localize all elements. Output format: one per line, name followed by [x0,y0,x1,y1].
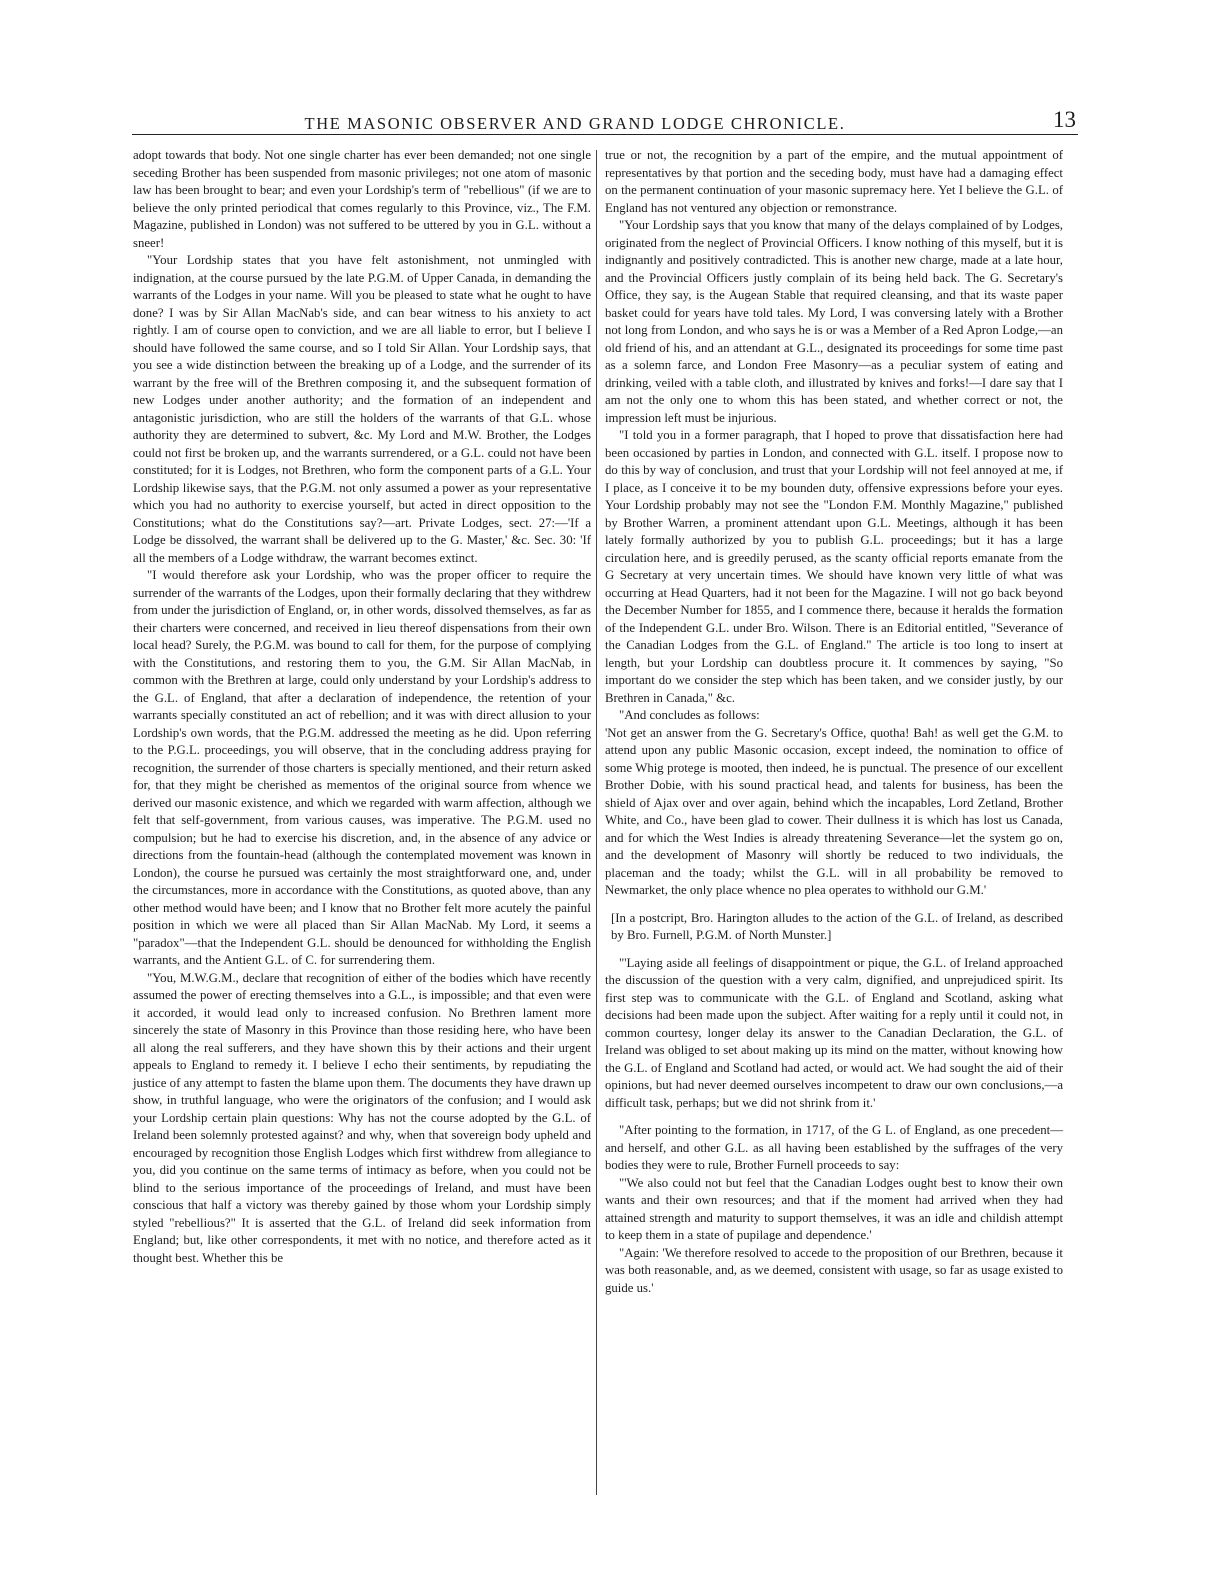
page-number: 13 [1053,107,1076,132]
quoted-passage: 'Not get an answer from the G. Secretary's Office, quotha! Bah! as well get the G.M. to attend upon any public Masonic occasion, except indeed, the nomination to office of some Whig protege is mooted, then indeed, he is punctual. The presence of our excellent Brother Dobie, with his sound practical head, and talents for business, has been the shield of Ajax over and over again, behind which the incapables, Lord Zetland, Brother White, and Co., have been glad to cower. Their dullness it is which has lost us Canada, and for which the West Indies is already threatening Severance—let the system go on, and the development of Masonry will shortly be reduced to two individuals, the placeman and the toady; whilst the G.L. will in all probability be removed to Newmarket, the only place whence no plea operates to withhold our G.M.' [605,725,1063,897]
paragraph: adopt towards that body. Not one single charter has ever been demanded; not one single seceding Brother has been suspended from masonic privileges; not one atom of masonic law has been brought to bear; and even your Lordship's term of "rebellious" (if we are to believe the only printed periodical that comes regularly to this Province, viz., The F.M. Magazine, published in London) was not suffered to be uttered by you in G.L. without a sneer! [133,148,591,250]
paragraph: "'Laying aside all feelings of disappointment or pique, the G.L. of Ireland approached the discussion of the question with a very calm, dignified, and unprejudiced spirit. Its first step was to communicate with the G.L. of England and Scotland, asking what decisions had been made upon the subject. After waiting for a reply until it could not, in common courtesy, longer delay its answer to the Canadian Declaration, the G.L. of Ireland was obliged to set about making up its mind on the matter, without knowing how the G.L. of England and Scotland had acted, or would act. We had sought the aid of their opinions, but had never deemed ourselves incompetent to draw our own conclusions,—a difficult task, perhaps; but we did not shrink from it.' [605,955,1063,1110]
page-header [132,100,1078,135]
paragraph: true or not, the recognition by a part of the empire, and the mutual appointment of representatives by that portion and the seceding body, must have had a damaging effect on the permanent continuation of your masonic supremacy here. Yet I believe the G.L. of England has not ventured any objection or remonstrance. [605,148,1063,215]
paragraph: "'We also could not but feel that the Canadian Lodges ought best to know their own wants and their own resources; and that if the moment had arrived when they had attained strength and maturity to support themselves, it was an idle and childish attempt to keep them in a state of pupilage and dependence.' [605,1175,1063,1242]
column-divider [596,150,597,1495]
paragraph: "You, M.W.G.M., declare that recognition of either of the bodies which have recently assumed the power of erecting themselves into a G.L., is impossible; and that even were it accorded, it would lead only to increased confusion. No Brethren lament more sincerely the state of Masonry in this Province than those residing here, who have been all along the real sufferers, and they have shown this by their actions and their urgent appeals to England to remedy it. I believe I echo their sentiments, by repudiating the justice of any attempt to fasten the blame upon them. The documents they have drawn up show, in truthful language, who were the originators of the confusion; and I would ask your Lordship certain plain questions: Why has not the course adopted by the G.L. of Ireland been solemnly protested against? and why, when that sovereign body upheld and encouraged by recognition those English Lodges which first withdrew from allegiance to you, did you continue on the same terms of intimacy as before, when you could not be blind to the serious importance of the proceedings of Ireland, and must have been conscious that half a victory was thereby gained by those whom your Lordship simply styled "rebellious?" It is asserted that the G.L. of Ireland did seek information from England; but, like other correspondents, it met with no notice, and therefore acted as it thought best. Whether this be [133,970,591,1265]
paragraph: "Again: 'We therefore resolved to accede to the proposition of our Brethren, because it was both reasonable, and, as we deemed, consistent with usage, so far as usage existed to guide us.' [605,1245,1063,1295]
paragraph: "Your Lordship states that you have felt astonishment, not unmingled with indignation, at the course pursued by the late P.G.M. of Upper Canada, in demanding the warrants of the Lodges in your name. Will you be pleased to state what he ought to have done? I was by Sir Allan MacNab's side, and can bear witness to his anxiety to act rightly. I am of course open to conviction, and we are all liable to error, but I believe I should have followed the same course, and so I told Sir Allan. Your Lordship says, that you see a wide distinction between the breaking up of a Lodge, and the surrender of its warrant by the free will of the Brethren composing it, and the subsequent formation of new Lodges under another authority; and the formation of an independent and antagonistic jurisdiction, who are still the holders of the warrants of that G.L. whose authority they are determined to subvert, &c. My Lord and M.W. Brother, the Lodges could not first be broken up, and the warrants surrendered, or a G.L. could not have been constituted; for it is Lodges, not Brethren, who form the component parts of a G.L. Your Lordship likewise says, that the P.G.M. not only assumed a power as your representative which you had no authority to exercise yourself, but acted in direct opposition to the Constitutions; what do the Constitutions say?—art. Private Lodges, sect. 27:—'If a Lodge be dissolved, the warrant shall be delivered up to the G. Master,' &c. Sec. 30: 'If all the members of a Lodge withdraw, the warrant becomes extinct. [133,253,591,565]
paragraph: "I told you in a former paragraph, that I hoped to prove that dissatisfaction here had been occasioned by parties in London, and connected with G.L. itself. I propose now to do this by way of conclusion, and trust that your Lordship will not feel annoyed at me, if I place, as I conceive it to be my bounden duty, offensive expressions before your eyes. Your Lordship probably may not see the "London F.M. Monthly Magazine," published by Brother Warren, a prominent attendant upon G.L. Meetings, although it has been lately formally authorized by you to publish G.L. proceedings; but it has a large circulation here, and is greedily perused, as the scanty official reports emanate from the G Secretary at very uncertain times. We should have known very little of what was occurring at Head Quarters, had it not been for the Magazine. I will not go back beyond the December Number for 1855, and I commence there, because it heralds the formation of the Independent G.L. under Bro. Wilson. There is an Editorial entitled, "Severance of the Canadian Lodges from the G.L. of England." The article is too long to insert at length, but your Lordship can doubtless procure it. It commences by saying, "So important do we consider the step which has been taken, and we consider justly, by our Brethren in Canada," &c. [605,428,1063,705]
paragraph: "After pointing to the formation, in 1717, of the G L. of England, as one precedent—and herself, and other G.L. as all having been established by the suffrages of the very bodies they were to rule, Brother Furnell proceeds to say: [605,1123,1063,1172]
paragraph: "Your Lordship says that you know that many of the delays complained of by Lodges, originated from the neglect of Provincial Officers. I know nothing of this myself, but it is indignantly and positively contradicted. This is another new charge, made at a late hour, and the Provincial Officers justly complain of its being held back. The G. Secretary's Office, they say, is the Augean Stable that required cleansing, and that its waste paper basket could for years have told tales. My Lord, I was conversing lately with a Brother not long from London, and who says he is or was a Member of a Red Apron Lodge,—an old friend of his, and an attendant at G.L., designated its proceedings for some time past as a solemn farce, and London Free Masonry—as a peculiar system of eating and drinking, veiled with a table cloth, and illustrated by knives and forks!—I dare say that I am not the only one to whom this has been stated, and whether correct or not, the impression left must be injurious. [605,218,1063,425]
running-title: THE MASONIC OBSERVER AND GRAND LODGE CHRONICLE. [304,114,846,133]
right-column [605,147,1063,1297]
paragraph: "I would therefore ask your Lordship, who was the proper officer to require the surrender of the warrants of the Lodges, upon their formally declaring that they withdrew from under the jurisdiction of England, or, in other words, dissolved themselves, as far as their charters were concerned, and received in lieu thereof dispensations from their own local head? Surely, the P.G.M. was bound to call for them, for the purpose of complying with the Constitutions, and restoring them to you, the G.M. Sir Allan MacNab, in common with the Brethren at large, could only understand by your Lordship's address to the G.L. of England, that after a declaration of independence, the retention of your warrants specially constituted an act of rebellion; and it was with direct allusion to your Lordship's own words, that the P.G.M. addressed the meeting as he did. Upon referring to the P.G.L. proceedings, you will observe, that in the concluding address praying for recognition, the surrender of those charters is specially mentioned, and their return asked for, that they might be cherished as mementos of the original source from whence we derived our masonic existence, and which we regarded with warm affection, although we felt that self-government, from various causes, was imperative. The P.G.M. used no compulsion; but he had to exercise his discretion, and, in the absence of any advice or directions from the fountain-head (although the contemplated movement was known in London), the course he pursued was certainly the most straightforward one, and, under the circumstances, more in accordance with the Constitutions, as quoted above, than any other method would have been; and I know that no Brother felt more acutely the painful position in which we were all placed than Sir Allan MacNab. My Lord, it seems a "paradox"—that the Independent G.L. should be denounced for withholding the English warrants, and the Antient G.L. of C. for surrendering them. [133,568,591,967]
editorial-note: [In a postcript, Bro. Harington alludes to the action of the G.L. of Ireland, as described by Bro. Furnell, P.G.M. of North Munster.] [611,910,1063,942]
paragraph: "And concludes as follows: [619,708,760,722]
left-column [133,147,591,1267]
